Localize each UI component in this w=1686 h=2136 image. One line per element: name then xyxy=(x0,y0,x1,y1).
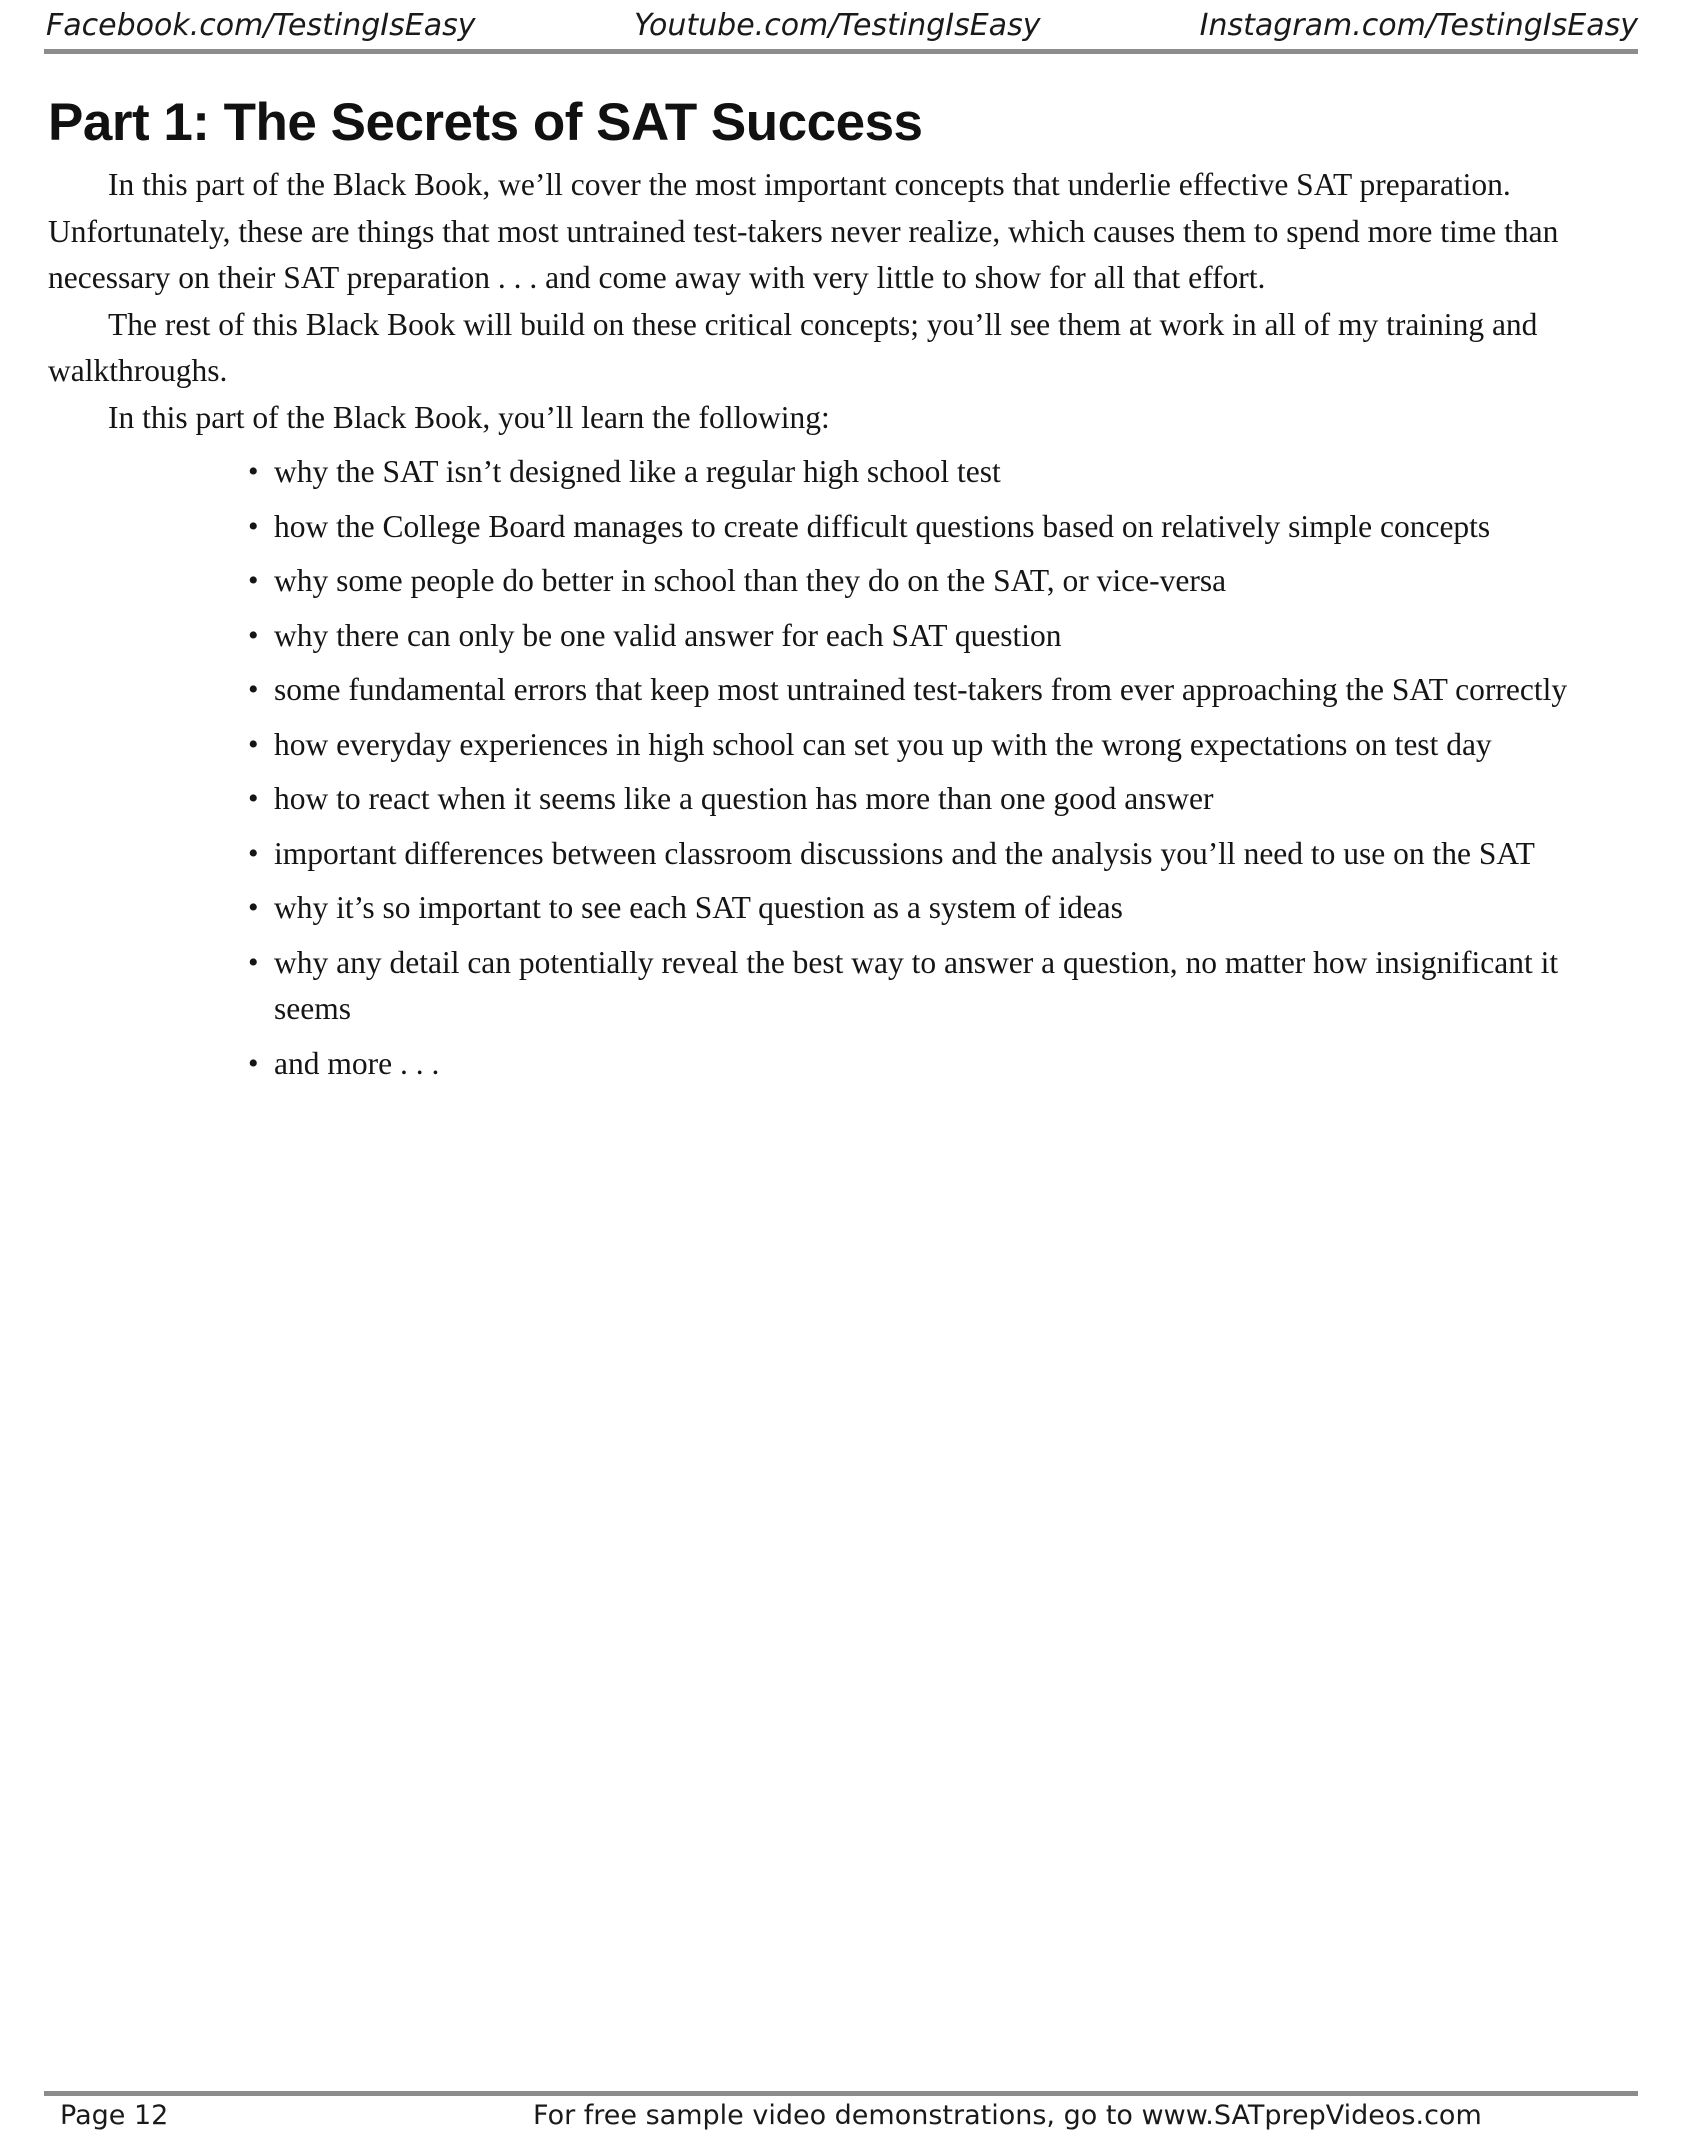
learn-paragraph: In this part of the Black Book, you’ll learn the following: xyxy=(108,399,830,435)
page-footer xyxy=(60,2098,1620,2134)
page-header xyxy=(46,6,1638,46)
build-paragraph: The rest of this Black Book will build on these critical concepts; you’ll see them at work in all of my training and walkthroughs. xyxy=(48,306,1538,388)
list-item xyxy=(248,776,1628,823)
list-item xyxy=(248,940,1628,1033)
bullet-icon: • xyxy=(248,564,259,597)
list-item-text: why any detail can potentially reveal the best way to answer a question, no matter how insignificant it seems xyxy=(274,944,1559,1026)
list-item-text: why there can only be one valid answer for each SAT question xyxy=(274,617,1062,653)
footer-promo-text: For free sample video demonstrations, go to www.SATprepVideos.com xyxy=(533,2100,1482,2131)
body-text xyxy=(48,162,1628,1095)
bullet-icon: • xyxy=(248,727,259,761)
bullet-icon: • xyxy=(248,455,259,488)
list-item-text: and more . . . xyxy=(274,1045,440,1081)
learning-list xyxy=(48,449,1628,1087)
list-item xyxy=(248,722,1628,769)
bullet-icon: • xyxy=(248,836,259,870)
list-item-text: why the SAT isn’t designed like a regular high school test xyxy=(274,454,1001,489)
list-item xyxy=(248,504,1628,551)
list-item-text: how to react when it seems like a question has more than one good answer xyxy=(274,781,1214,816)
bullet-icon: • xyxy=(248,509,259,543)
intro-paragraph: In this part of the Black Book, we’ll cover the most important concepts that underlie effective SAT preparation. Unfortunately, these are things that most untrained test-takers never realize, which causes them to spend more time than necessary on their SAT preparation . . . and come away with very little to show for all that effort. xyxy=(48,167,1559,295)
bullet-icon: • xyxy=(248,618,259,652)
list-item-text: important differences between classroom discussions and the analysis you’ll need to use on the SAT xyxy=(274,835,1535,871)
list-item xyxy=(248,885,1628,932)
header-divider xyxy=(44,49,1638,54)
list-item-text: some fundamental errors that keep most untrained test-takers from ever approaching the SAT correctly xyxy=(274,672,1568,707)
list-item-text: how the College Board manages to create difficult questions based on relatively simple concepts xyxy=(274,508,1491,544)
list-item-text: why it’s so important to see each SAT question as a system of ideas xyxy=(274,890,1123,925)
page-title: Part 1: The Secrets of SAT Success xyxy=(48,93,923,152)
header-youtube-link: Youtube.com/TestingIsEasy xyxy=(634,8,1041,43)
list-item xyxy=(248,1041,1628,1088)
list-item xyxy=(248,558,1628,605)
bullet-icon: • xyxy=(248,891,259,924)
header-instagram-link: Instagram.com/TestingIsEasy xyxy=(1199,8,1638,43)
bullet-icon: • xyxy=(248,782,259,815)
bullet-icon: • xyxy=(248,1046,259,1080)
footer-divider xyxy=(44,2091,1638,2096)
list-item-text: why some people do better in school than they do on the SAT, or vice-versa xyxy=(274,563,1227,598)
header-facebook-link: Facebook.com/TestingIsEasy xyxy=(46,8,476,43)
page-number: Page 12 xyxy=(60,2100,169,2131)
list-item xyxy=(248,667,1628,714)
list-item-text: how everyday experiences in high school can set you up with the wrong expectations on test day xyxy=(274,726,1492,762)
list-item xyxy=(248,613,1628,660)
bullet-icon: • xyxy=(248,945,259,979)
list-item xyxy=(248,831,1628,878)
bullet-icon: • xyxy=(248,673,259,706)
list-item xyxy=(248,449,1628,496)
